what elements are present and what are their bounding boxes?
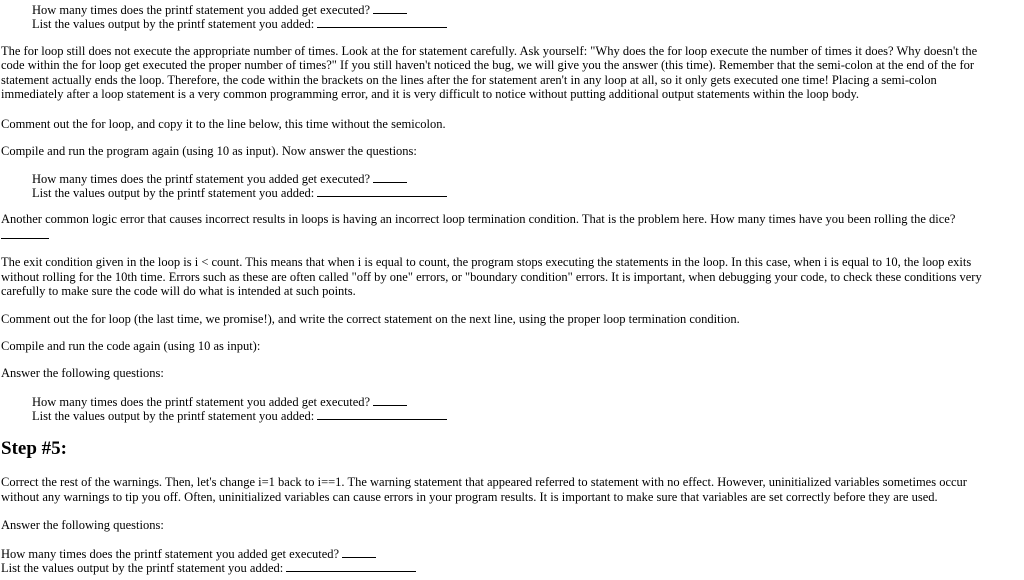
answer-blank	[1, 227, 49, 239]
paragraph-semicolon-line: The for loop still does not execute the appropriate number of times. Look at the for statement carefully. Ask yourself: "Why does the for loop execute the number of times it does? Why doesn't the	[1, 44, 978, 58]
answer-blank	[342, 546, 376, 558]
instruction-compile-run-1: Compile and run the program again (using 10 as input). Now answer the questions:	[1, 144, 417, 158]
question-values-output-1: List the values output by the printf statement you added:	[32, 16, 447, 32]
paragraph-semicolon-line: code within the for loop get executed the proper number of times?" If you still haven't noticed the bug, we will give you the answer (this time). Remember that the semi-colon at the end of the for	[1, 58, 975, 72]
step-5-heading: Step #5:	[1, 438, 67, 459]
step-5-paragraph-line: Correct the rest of the warnings. Then, let's change i=1 back to i==1. The warning statement that appeared referred to statement with no effect. However, uninitialized variables sometimes occur	[1, 475, 967, 489]
answer-blank	[286, 560, 416, 572]
question-times-executed-3: How many times does the printf statement you added get executed?	[32, 394, 407, 410]
answer-blank	[373, 394, 407, 406]
question-times-executed-1: How many times does the printf statement you added get executed?	[32, 2, 407, 18]
paragraph-exit-line: without rolling for the 10th time. Errors such as these are often called "off by one" errors, or "boundary condition" errors. It is important, when debugging your code, to check these conditions very	[1, 270, 982, 284]
paragraph-semicolon-line: immediately after a loop statement is a very common programming error, and it is very difficult to notice without putting additional output statements within the loop body.	[1, 87, 860, 101]
answer-line-rolls	[1, 227, 49, 243]
question-times-executed-4: How many times does the printf statement you added get executed?	[1, 546, 376, 562]
answer-blank	[373, 2, 407, 14]
question-values-output-3: List the values output by the printf statement you added:	[32, 408, 447, 424]
answer-blank	[373, 171, 407, 183]
paragraph-termination: Another common logic error that causes incorrect results in loops is having an incorrect loop termination condition. That is the problem here. How many times have you been rolling the dice?	[1, 212, 956, 226]
instruction-last-time: Comment out the for loop (the last time, we promise!), and write the correct statement on the next line, using the proper loop termination condition.	[1, 312, 740, 326]
question-values-output-4: List the values output by the printf statement you added:	[1, 560, 416, 576]
question-values-output-2: List the values output by the printf statement you added:	[32, 185, 447, 201]
question-times-executed-2: How many times does the printf statement you added get executed?	[32, 171, 407, 187]
answer-blank	[317, 16, 447, 28]
answer-blank	[317, 185, 447, 197]
instruction-answer-questions: Answer the following questions:	[1, 366, 164, 380]
paragraph-exit-line: carefully to make sure the code will do what is intended at such points.	[1, 284, 356, 298]
paragraph-exit-line: The exit condition given in the loop is i < count. This means that when i is equal to count, the program stops executing the statements in the loop. In this case, when i is equal to 10, the loop exits	[1, 255, 972, 269]
step-5-answer-questions: Answer the following questions:	[1, 518, 164, 532]
instruction-compile-run-2: Compile and run the code again (using 10 as input):	[1, 339, 261, 353]
instruction-comment-out: Comment out the for loop, and copy it to the line below, this time without the semicolon.	[1, 117, 446, 131]
step-5-paragraph-line: without any warnings to tip you off. Often, uninitialized variables can cause errors in your program results. It is important to make sure that variables are set correctly before they are used.	[1, 490, 938, 504]
paragraph-semicolon-line: statement actually ends the loop. Therefore, the code within the brackets on the lines after the for statement aren't in any loop at all, so it only gets executed one time! Placing a semi-colon	[1, 73, 937, 87]
answer-blank	[317, 408, 447, 420]
